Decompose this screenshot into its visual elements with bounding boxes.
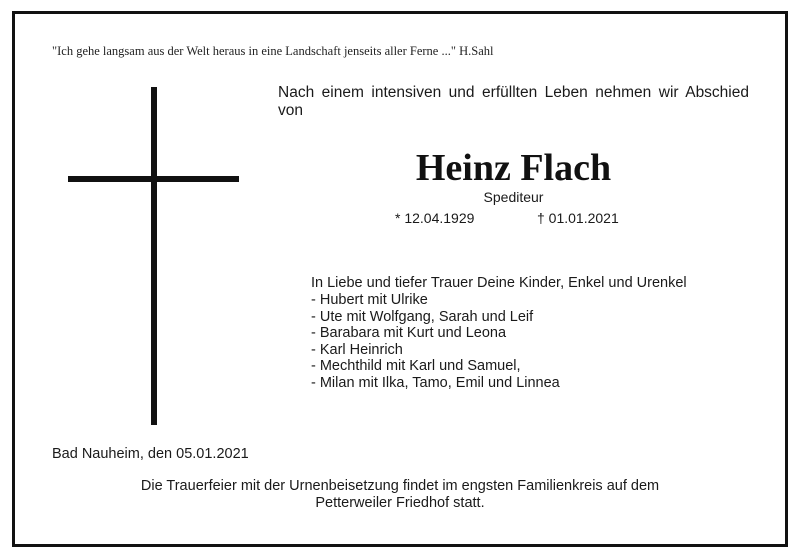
deceased-name: Heinz Flach [415, 147, 612, 189]
list-item: - Ute mit Wolfgang, Sarah und Leif [311, 308, 534, 325]
list-item: - Milan mit Ilka, Tamo, Emil und Linnea [311, 374, 560, 391]
intro-text: Nach einem intensiven und erfüllten Leben nehmen wir Abschied von [278, 84, 749, 119]
list-item: - Mechthild mit Karl und Samuel, [311, 358, 521, 374]
birth-date: * 12.04.1929 [395, 210, 475, 226]
ceremony-notice [40, 478, 760, 512]
mourners-list [311, 292, 687, 391]
cross-icon-vertical-beam [151, 87, 157, 425]
ceremony-line: Die Trauerfeier mit der Urnenbeisetzung findet im engsten Familienkreis auf dem [140, 478, 660, 494]
mourners-block [311, 275, 687, 391]
place-and-date: Bad Nauheim, den 05.01.2021 [52, 446, 249, 462]
list-item: - Barabara mit Kurt und Leona [311, 325, 507, 341]
death-date: † 01.01.2021 [537, 210, 619, 226]
ceremony-line: Petterweiler Friedhof statt. [315, 495, 485, 511]
epigraph-quote: "Ich gehe langsam aus der Welt heraus in eine Landschaft jenseits aller Ferne ..." H.Sahl [52, 44, 494, 58]
cross-icon-horizontal-beam [68, 176, 239, 182]
mourners-heading: In Liebe und tiefer Trauer Deine Kinder, Enkel und Urenkel [311, 275, 687, 291]
list-item: - Karl Heinrich [311, 341, 403, 358]
deceased-profession: Spediteur [483, 189, 544, 205]
list-item: - Hubert mit Ulrike [311, 292, 428, 308]
